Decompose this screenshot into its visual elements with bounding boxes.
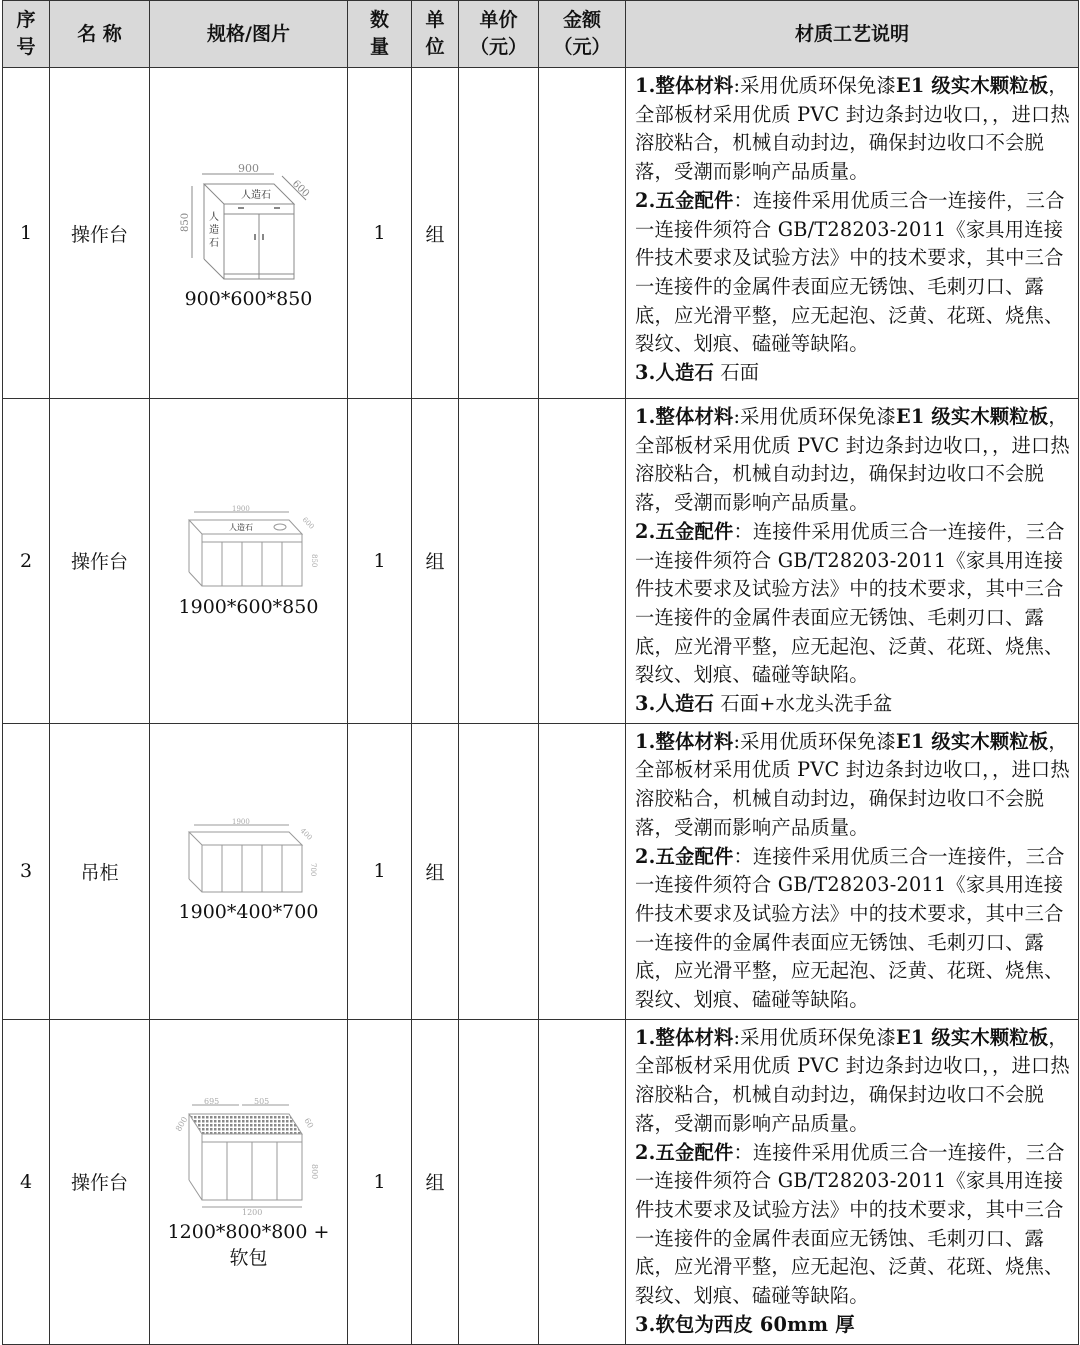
- svg-text:人造石: 人造石: [228, 522, 253, 532]
- svg-text:800: 800: [173, 1115, 189, 1134]
- svg-text:600: 600: [300, 515, 316, 531]
- row-no: 2: [3, 399, 50, 724]
- row-price: [459, 399, 539, 724]
- svg-text:造: 造: [208, 225, 219, 236]
- svg-text:400: 400: [298, 827, 314, 843]
- row-name: 操作台: [50, 1019, 150, 1344]
- header-name: 名 称: [50, 1, 150, 68]
- svg-text:695: 695: [203, 1097, 219, 1107]
- row-qty: 1: [348, 723, 412, 1019]
- row-unit: 组: [412, 399, 459, 724]
- header-qty: 数 量: [348, 1, 412, 68]
- row-amount: [539, 723, 626, 1019]
- svg-text:石: 石: [208, 238, 219, 249]
- svg-text:1900: 1900: [231, 818, 250, 827]
- header-amount: 金额 （元）: [539, 1, 626, 68]
- header-no: 序 号: [3, 1, 50, 68]
- row-price: [459, 68, 539, 399]
- row-no: 4: [3, 1019, 50, 1344]
- svg-text:505: 505: [253, 1097, 269, 1107]
- row-dims: 1200*800*800 +: [167, 1221, 330, 1244]
- row-no: 3: [3, 723, 50, 1019]
- row-price: [459, 1019, 539, 1344]
- header-unit: 单 位: [412, 1, 459, 68]
- table-row: [3, 1019, 1079, 1344]
- row-amount: [539, 399, 626, 724]
- row-price: [459, 723, 539, 1019]
- svg-text:850: 850: [179, 212, 191, 232]
- row-desc: 1.整体材料:采用优质环保免漆E1 级实木颗粒板，全部板材采用优质 PVC 封边条封边收口，，进口热溶胶粘合，机械自动封边，确保封边收口不会脱落，受潮而影响产品质量。 2.五金配件：连接件采用优质三合一连接件，三合一连接件须符合 GB/T28203-2011《家具用连接件技术要求及试验方法》中的技术要求，其中三合一连接件的金属件表面应无锈蚀、毛刺刃口、露底，应光滑平整，应无起泡、泛黄、花斑、烧焦、裂纹、划痕、磕碰等缺陷。: [626, 723, 1079, 1019]
- svg-text:1900: 1900: [231, 504, 250, 513]
- svg-text:60: 60: [301, 1116, 315, 1130]
- row-spec: [150, 723, 348, 1019]
- svg-text:人: 人: [208, 212, 219, 223]
- row-spec: [150, 1019, 348, 1344]
- svg-text:800: 800: [309, 1164, 319, 1180]
- table-row: [3, 68, 1079, 399]
- table-row: [3, 399, 1079, 724]
- row-name: 吊柜: [50, 723, 150, 1019]
- cabinet-drawing: [174, 817, 324, 897]
- row-spec: [150, 68, 348, 399]
- row-unit: 组: [412, 68, 459, 399]
- header-desc: 材质工艺说明: [626, 1, 1079, 68]
- svg-text:人造石: 人造石: [240, 190, 271, 201]
- svg-text:850: 850: [309, 553, 318, 568]
- row-unit: 组: [412, 723, 459, 1019]
- cabinet-drawing: [174, 502, 324, 592]
- header-spec: 规格/图片: [150, 1, 348, 68]
- row-dims: 1900*600*850: [178, 595, 319, 618]
- cabinet-drawing: [174, 1092, 324, 1217]
- cabinet-drawing: [174, 154, 324, 284]
- svg-text:900: 900: [237, 162, 259, 175]
- row-no: 1: [3, 68, 50, 399]
- svg-text:700: 700: [308, 863, 317, 877]
- row-qty: 1: [348, 1019, 412, 1344]
- row-dims: 900*600*850: [184, 288, 313, 310]
- spec-table: [2, 0, 1079, 1345]
- row-amount: [539, 1019, 626, 1344]
- svg-text:600: 600: [289, 178, 311, 200]
- row-desc: 1.整体材料:采用优质环保免漆E1 级实木颗粒板，全部板材采用优质 PVC 封边条封边收口，，进口热溶胶粘合，机械自动封边，确保封边收口不会脱落，受潮而影响产品质量。 2.五金配件：连接件采用优质三合一连接件，三合一连接件须符合 GB/T28203-2011《家具用连接件技术要求及试验方法》中的技术要求，其中三合一连接件的金属件表面应无锈蚀、毛刺刃口、露底，应光滑平整，应无起泡、泛黄、花斑、烧焦、裂纹、划痕、磕碰等缺陷。 3.人造石 石面: [626, 68, 1079, 399]
- table-row: [3, 723, 1079, 1019]
- header-price: 单价 （元）: [459, 1, 539, 68]
- row-qty: 1: [348, 399, 412, 724]
- svg-text:1200: 1200: [241, 1208, 262, 1218]
- row-qty: 1: [348, 68, 412, 399]
- row-amount: [539, 68, 626, 399]
- row-spec: [150, 399, 348, 724]
- row-dims: 1900*400*700: [178, 901, 319, 924]
- header-row: [3, 1, 1079, 68]
- row-desc: 1.整体材料:采用优质环保免漆E1 级实木颗粒板，全部板材采用优质 PVC 封边条封边收口，，进口热溶胶粘合，机械自动封边，确保封边收口不会脱落，受潮而影响产品质量。 2.五金配件：连接件采用优质三合一连接件，三合一连接件须符合 GB/T28203-2011《家具用连接件技术要求及试验方法》中的技术要求，其中三合一连接件的金属件表面应无锈蚀、毛刺刃口、露底，应光滑平整，应无起泡、泛黄、花斑、烧焦、裂纹、划痕、磕碰等缺陷。 3.人造石 石面+水龙头洗手盆: [626, 399, 1079, 724]
- row-desc: 1.整体材料:采用优质环保免漆E1 级实木颗粒板，全部板材采用优质 PVC 封边条封边收口，，进口热溶胶粘合，机械自动封边，确保封边收口不会脱落，受潮而影响产品质量。 2.五金配件：连接件采用优质三合一连接件，三合一连接件须符合 GB/T28203-2011《家具用连接件技术要求及试验方法》中的技术要求，其中三合一连接件的金属件表面应无锈蚀、毛刺刃口、露底，应光滑平整，应无起泡、泛黄、花斑、烧焦、裂纹、划痕、磕碰等缺陷。 3.软包为西皮 60mm 厚: [626, 1019, 1079, 1344]
- row-name: 操作台: [50, 68, 150, 399]
- row-name: 操作台: [50, 399, 150, 724]
- row-dims-extra: 软包: [229, 1247, 268, 1270]
- row-unit: 组: [412, 1019, 459, 1344]
